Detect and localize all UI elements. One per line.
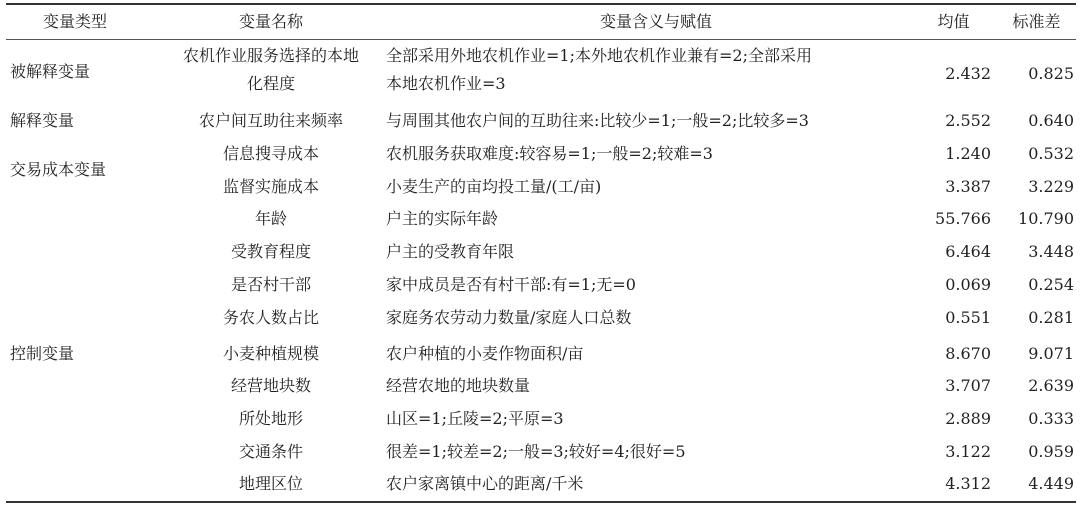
row-definition: 家庭务农劳动力数量/家庭人口总数 <box>386 308 632 327</box>
row-name: 信息搜寻成本 <box>222 144 319 163</box>
row-mean: 2.552 <box>945 111 991 130</box>
row-def-line1: 全部采用外地农机作业=1;本外地农机作业兼有=2;全部采用 <box>386 46 812 65</box>
row-std: 0.532 <box>1028 144 1074 163</box>
row-definition: 山区=1;丘陵=2;平原=3 <box>386 409 564 428</box>
table-row-definition <box>386 45 926 95</box>
row-name: 所处地形 <box>238 409 303 428</box>
row-std: 4.449 <box>1028 474 1074 493</box>
row-std: 10.790 <box>1018 209 1074 228</box>
row-name: 农户间互助往来频率 <box>198 111 343 130</box>
row-std: 0.825 <box>1028 64 1074 83</box>
group-label-control: 控制变量 <box>10 344 75 363</box>
row-mean: 3.122 <box>945 442 991 461</box>
row-mean: 4.312 <box>945 474 991 493</box>
row-std: 0.281 <box>1028 308 1074 327</box>
row-definition: 与周围其他农户间的互助往来:比较少=1;一般=2;比较多=3 <box>386 111 809 130</box>
row-mean: 0.551 <box>945 308 991 327</box>
row-definition: 户主的实际年龄 <box>386 209 499 228</box>
row-mean: 8.670 <box>945 344 991 363</box>
row-mean: 3.707 <box>945 376 991 395</box>
row-name: 年龄 <box>254 209 287 228</box>
row-mean: 2.889 <box>945 409 991 428</box>
row-mean: 55.766 <box>935 209 991 228</box>
variable-table <box>6 3 1076 503</box>
row-mean: 0.069 <box>945 275 991 294</box>
row-definition: 小麦生产的亩均投工量/(工/亩) <box>386 177 602 196</box>
row-definition: 农户种植的小麦作物面积/亩 <box>386 344 584 363</box>
row-mean: 3.387 <box>945 177 991 196</box>
row-name: 务农人数占比 <box>222 308 319 327</box>
row-std: 0.333 <box>1028 409 1074 428</box>
row-name: 是否村干部 <box>230 275 311 294</box>
row-name-line2: 化程度 <box>246 74 295 93</box>
row-name: 交通条件 <box>238 442 303 461</box>
header-type: 变量类型 <box>42 12 107 31</box>
row-definition: 很差=1;较差=2;一般=3;较好=4;很好=5 <box>386 442 686 461</box>
row-name: 地理区位 <box>238 474 303 493</box>
row-def-line2: 本地农机作业=3 <box>386 74 506 93</box>
header-mean: 均值 <box>937 12 970 31</box>
row-definition: 农户家离镇中心的距离/千米 <box>386 474 584 493</box>
row-std: 0.640 <box>1028 111 1074 130</box>
row-mean: 6.464 <box>945 242 991 261</box>
row-name: 监督实施成本 <box>222 177 319 196</box>
row-definition: 经营农地的地块数量 <box>386 376 531 395</box>
row-std: 9.071 <box>1028 344 1074 363</box>
row-definition: 家中成员是否有村干部:有=1;无=0 <box>386 275 636 294</box>
row-std: 0.254 <box>1028 275 1074 294</box>
header-name: 变量名称 <box>238 12 303 31</box>
row-std: 2.639 <box>1028 376 1074 395</box>
group-label-explanatory: 解释变量 <box>10 111 75 130</box>
table-row-name <box>146 45 396 95</box>
row-name: 小麦种植规模 <box>222 344 319 363</box>
row-mean: 2.432 <box>945 64 991 83</box>
row-name: 受教育程度 <box>230 242 311 261</box>
row-std: 3.448 <box>1028 242 1074 261</box>
row-name: 经营地块数 <box>230 376 311 395</box>
row-std: 0.959 <box>1028 442 1074 461</box>
row-std: 3.229 <box>1028 177 1074 196</box>
header-definition: 变量含义与赋值 <box>599 12 712 31</box>
header-std: 标准差 <box>1012 12 1061 31</box>
group-label-dependent: 被解释变量 <box>10 62 91 81</box>
row-name-line1: 农机作业服务选择的本地 <box>182 46 359 65</box>
table-header <box>6 5 1076 40</box>
group-label-transaction-cost: 交易成本变量 <box>10 160 107 179</box>
row-mean: 1.240 <box>945 144 991 163</box>
row-definition: 户主的受教育年限 <box>386 242 515 261</box>
row-definition: 农机服务获取难度:较容易=1;一般=2;较难=3 <box>386 144 713 163</box>
